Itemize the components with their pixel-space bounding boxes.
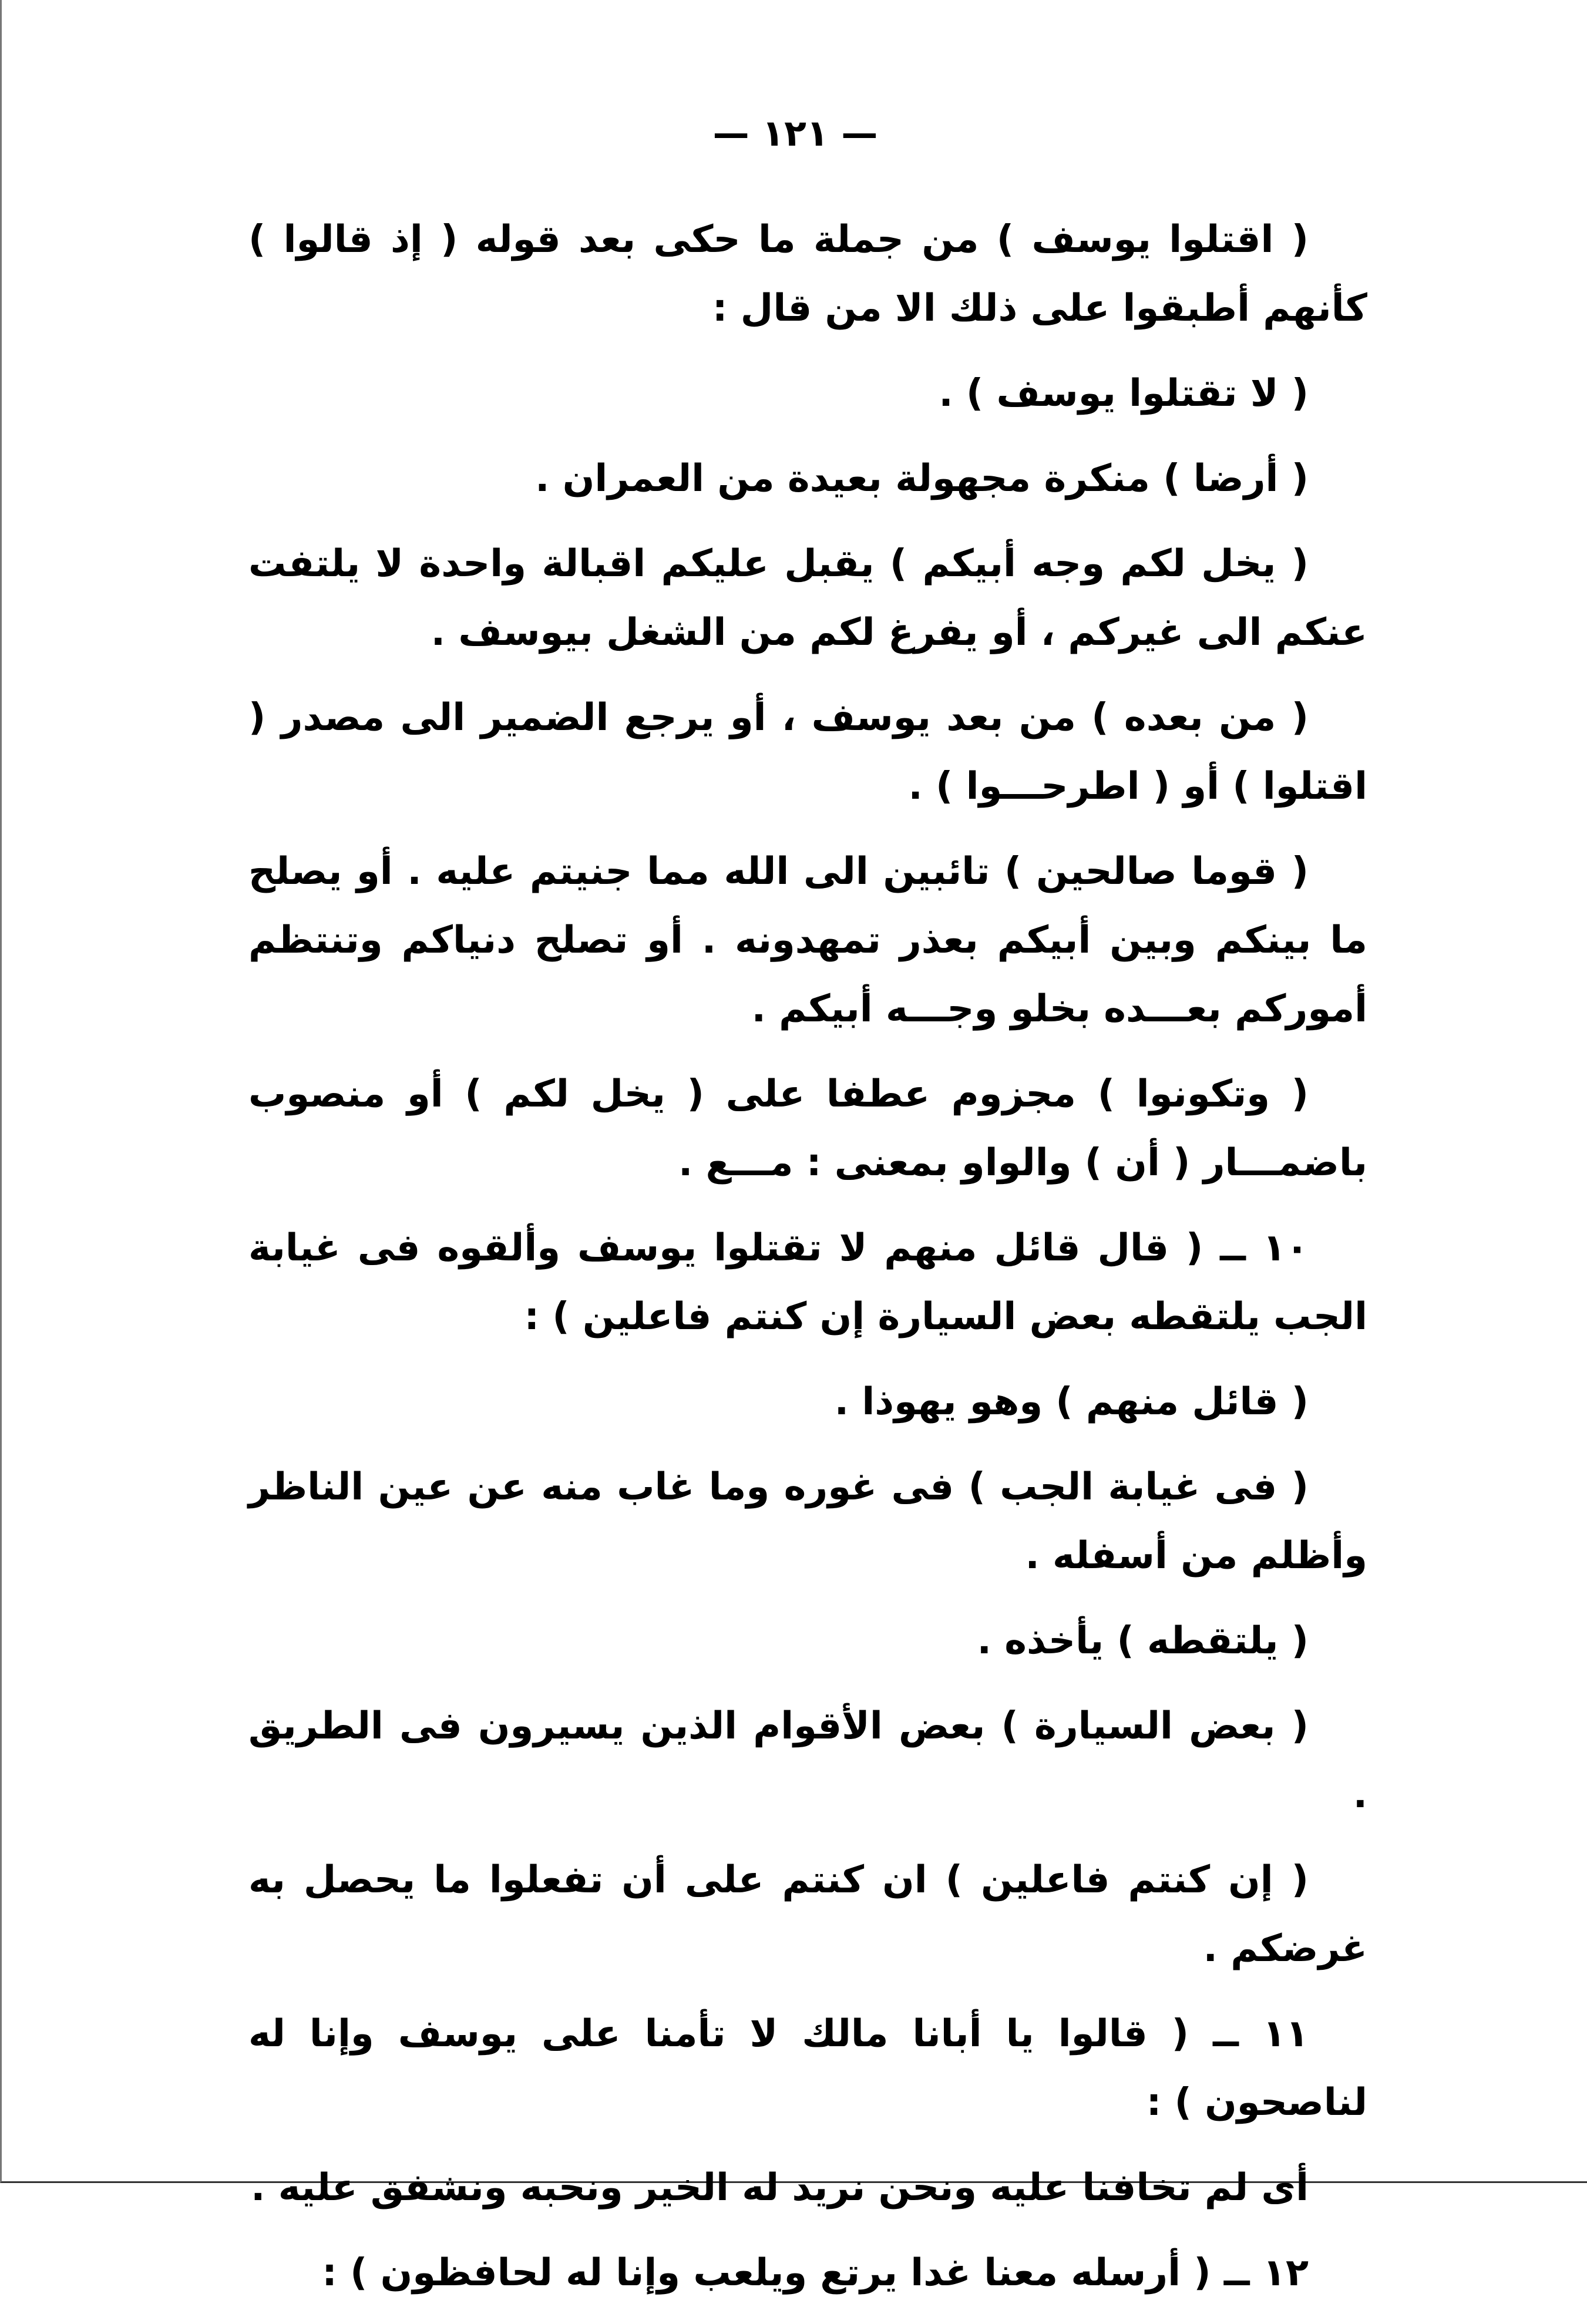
paragraph: ( من بعده ) من بعد يوسف ، أو يرجع الضمير الى مصدر ( اقتلوا ) أو ( اطرحـــوا ) . <box>248 696 1367 808</box>
paragraph: ( قوما صالحين ) تائبين الى الله مما جنيتم عليه . أو يصلح ما بينكم وبين أبيكم بعذر تمهدونه . أو تصلح دنياكم وتنتظم أموركم بعـــده بخلو وجـــه أبيكم . <box>248 850 1367 1031</box>
paragraph: ( بعض السيارة ) بعض الأقوام الذين يسيرون فى الطريق . <box>248 1704 1367 1817</box>
paragraph: ( فى غيابة الجب ) فى غوره وما غاب منه عن عين الناظر وأظلم من أسفله . <box>248 1465 1367 1578</box>
paragraph: ( أرضا ) منكرة مجهولة بعيدة من العمران . <box>535 457 1309 500</box>
paragraph: ( اقتلوا يوسف ) من جملة ما حكى بعد قوله ( إذ قالوا ) كأنهم أطبقوا على ذلك الا من قال : <box>248 218 1367 330</box>
paragraph: ( قائل منهم ) وهو يهوذا . <box>834 1380 1309 1424</box>
paragraph: ١٠ ــ ( قال قائل منهم لا تقتلوا يوسف وألقوه فى غيابة الجب يلتقطه بعض السيارة إن كنتم فاعلين ) : <box>248 1226 1367 1338</box>
paragraph: أى لم تخافنا عليه ونحن نريد له الخير ونحبه ونشفق عليه . <box>251 2166 1309 2209</box>
paragraph: ١١ ــ ( قالوا يا أبانا مالك لا تأمنا على يوسف وإنا له لناصحون ) : <box>248 2012 1367 2124</box>
paragraph: ( يخل لكم وجه أبيكم ) يقبل عليكم اقبالة واحدة لا يلتفت عنكم الى غيركم ، أو يفرغ لكم من الشغل بيوسف . <box>248 542 1367 654</box>
paragraph: ( لا تقتلوا يوسف ) . <box>939 372 1309 415</box>
paragraph: ( وتكونوا ) مجزوم عطفا على ( يخل لكم ) أو منصوب باضمـــار ( أن ) والواو بمعنى : مـــع . <box>248 1072 1367 1185</box>
paragraph: ( يلتقطه ) يأخذه . <box>977 1619 1309 1663</box>
paragraph: ١٢ ــ ( أرسله معنا غدا يرتع ويلعب وإنا له لحافظون ) : <box>322 2251 1309 2295</box>
page-number: — ١٢١ — <box>712 112 878 154</box>
page-body <box>248 206 1367 2324</box>
paragraph: ( إن كنتم فاعلين ) ان كنتم على أن تفعلوا ما يحصل به غرضكم . <box>248 1858 1367 1970</box>
